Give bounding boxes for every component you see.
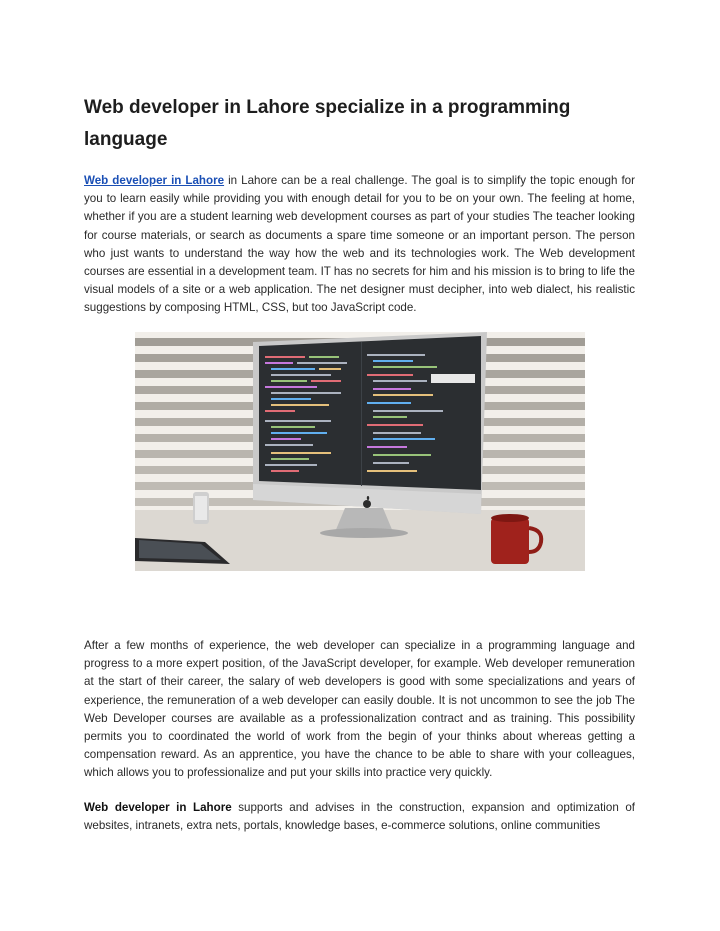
services-paragraph	[84, 799, 635, 835]
intro-paragraph	[84, 172, 635, 318]
computer-illustration	[135, 332, 585, 571]
services-bold-text: Web developer in Lahore	[84, 801, 232, 814]
computer-photo	[135, 332, 585, 571]
monitor-screen	[259, 336, 481, 490]
autocomplete-popup	[431, 374, 475, 383]
web-developer-link[interactable]: Web developer in Lahore	[84, 174, 225, 187]
experience-paragraph: After a few months of experience, the web developer can specialize in a programming language and progress to a more expert position, of the JavaScript developer, for example. Web developer remuneration at the start of their career, the salary of web developers is good with some specializations and years of experience, the remuneration of a web developer can easily double. It is not uncommon to see the job The Web Developer courses are available as a professionalization contract and as training. This possibility permits you to coordinated the world of work from the begin of your thinks about whereas getting a compensation reward. As an apprentice, you have the chance to be able to share with your colleagues, which allows you to professionalize and put your skills into practice very quickly.	[84, 639, 635, 780]
page-title: Web developer in Lahore specialize in a programming language	[84, 97, 571, 150]
intro-text: in Lahore can be a real challenge. The goal is to simplify the topic enough for you to learn easily while providing you with enough detail for you to be on your own. The feeling at home, whether if you are a student learning web development courses as part of your studies The teacher looking for course materials, or search as documents a spare time someone or an important person. The person who just wants to understand the way how the web and its technologies work. The Web development courses are essential in a development team. IT has no secrets for him and his mission is to bring to life the visual models of a site or a web application. The net designer must decipher, into web dialect, his realistic suggestions by composing HTML, CSS, but too JavaScript code.	[84, 174, 635, 315]
services-text: supports and advises in the construction, expansion and optimization of websites, intranets, extra nets, portals, knowledge bases, e-commerce solutions, online communities	[84, 801, 635, 833]
